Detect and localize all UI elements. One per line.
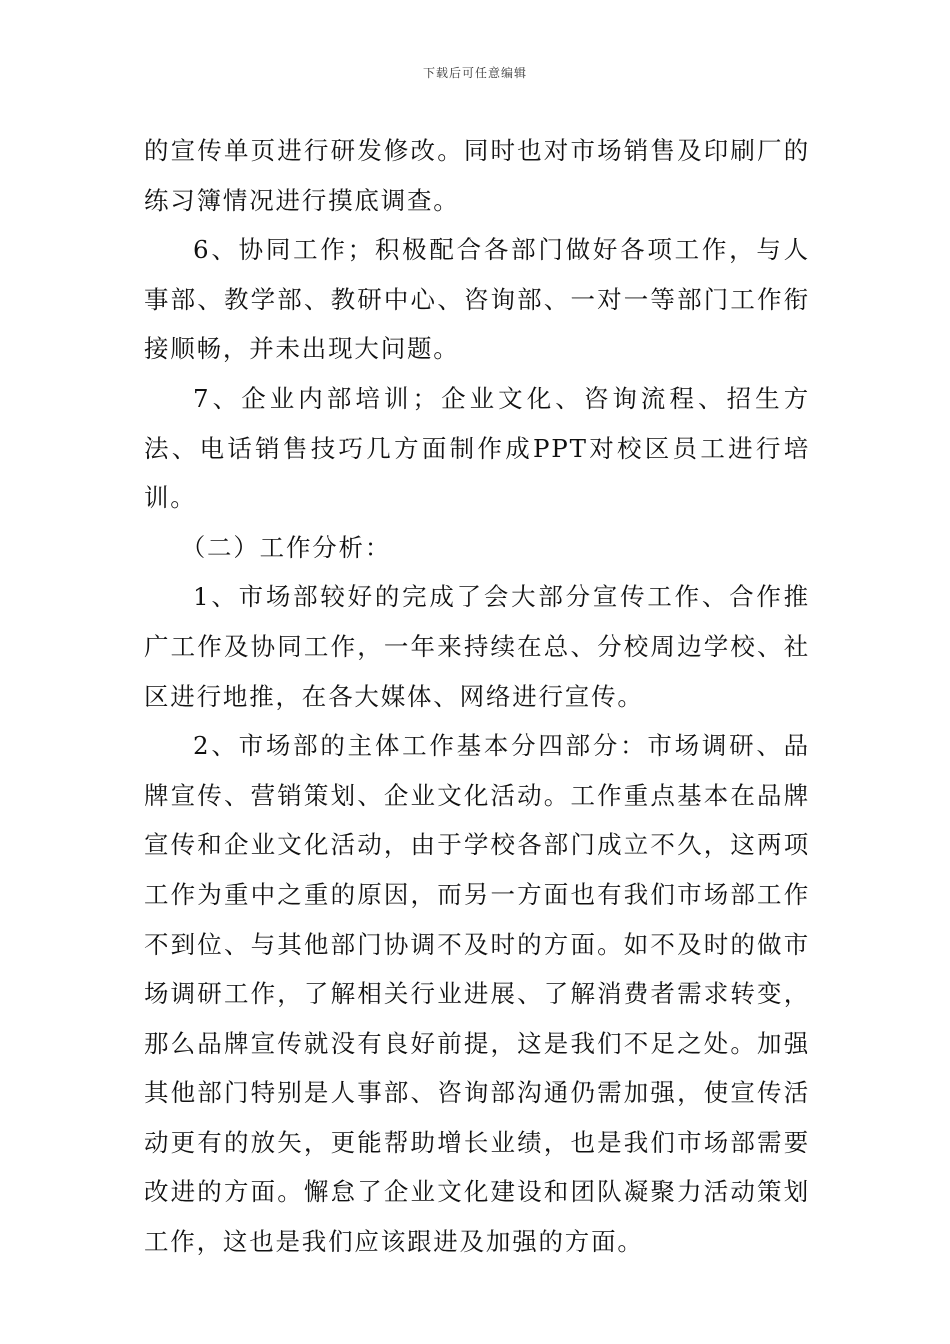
document-body [144, 126, 810, 1267]
section-heading-work-analysis: （二）工作分析： [180, 532, 392, 562]
paragraph-continuation: 的宣传单页进行研发修改。同时也对市场销售及印刷厂的练习簿情况进行摸底调查。 [144, 136, 810, 215]
paragraph-analysis-1: 1、市场部较好的完成了会大部分宣传工作、合作推广工作及协同工作，一年来持续在总、分校周边学校、社区进行地推，在各大媒体、网络进行宣传。 [144, 582, 810, 711]
paragraph-item-7: 7、企业内部培训；企业文化、咨询流程、招生方法、电话销售技巧几方面制作成PPT对校区员工进行培训。 [144, 383, 810, 513]
page-header: 下载后可任意编辑 [422, 66, 527, 80]
paragraph-item-6: 6、协同工作；积极配合各部门做好各项工作，与人事部、教学部、教研中心、咨询部、一对一等部门工作衔接顺畅，并未出现大问题。 [144, 235, 810, 364]
paragraph-analysis-2: 2、市场部的主体工作基本分四部分：市场调研、品牌宣传、营销策划、企业文化活动。工作重点基本在品牌宣传和企业文化活动，由于学校各部门成立不久，这两项工作为重中之重的原因，而另一方面也有我们市场部工作不到位、与其他部门协调不及时的方面。如不及时的做市场调研工作，了解相关行业进展、了解消费者需求转变，那么品牌宣传就没有良好前提，这是我们不足之处。加强其他部门特别是人事部、咨询部沟通仍需加强，使宣传活动更有的放矢，更能帮助增长业绩，也是我们市场部需要改进的方面。懈怠了企业文化建设和团队凝聚力活动策划工作，这也是我们应该跟进及加强的方面。 [144, 731, 810, 1257]
